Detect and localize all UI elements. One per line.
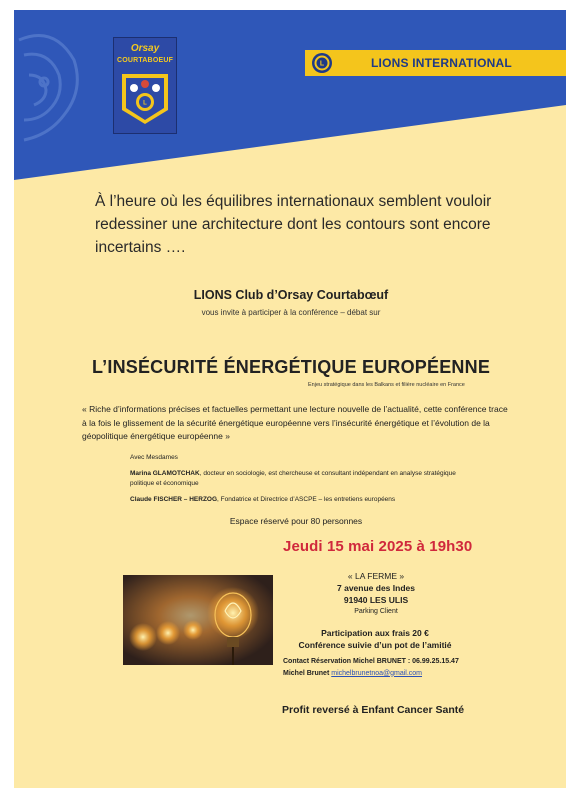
svg-text:L: L xyxy=(319,60,325,68)
fee-note: Conférence suivie d’un pot de l’amitié xyxy=(298,640,452,650)
contact-name: Michel Brunet xyxy=(283,669,330,677)
invitation-line: vous invite à participer à la conférence – débat sur xyxy=(201,308,381,317)
contact-email-line xyxy=(283,668,493,680)
profit-note: Profit reversé à Enfant Cancer Santé xyxy=(282,704,465,716)
intro-paragraph: À l’heure où les équilibres internationaux semblent vouloir redessiner une architecture dont les contours sont encore incertains …. xyxy=(95,193,492,256)
contact-block xyxy=(283,656,493,679)
speaker-1-description: , docteur en sociologie, est chercheuse et consultant indépendant en analyse stratégique politique et économique xyxy=(130,470,456,487)
contact-phone: Contact Réservation Michel BRUNET : 06.99.25.15.47 xyxy=(283,658,459,665)
speaker-1 xyxy=(130,469,480,489)
venue-city: 91940 LES ULIS xyxy=(343,595,409,605)
venue-parking: Parking Client xyxy=(354,608,398,615)
fee-block xyxy=(275,627,475,651)
scan-border-right xyxy=(566,0,582,800)
speaker-2-description: , Fondatrice et Directrice d’ASCPE – les entretiens européens xyxy=(217,496,396,503)
club-name: LIONS Club d’Orsay Courtabœuf xyxy=(193,288,389,302)
scan-border-top xyxy=(0,0,582,10)
capacity-note: Espace réservé pour 80 personnes xyxy=(229,516,363,526)
speakers-intro: Avec Mesdames xyxy=(130,454,178,461)
scan-border-left xyxy=(0,0,14,800)
badge-emblem-icon xyxy=(120,70,170,126)
speaker-2 xyxy=(130,495,480,505)
club-badge xyxy=(113,37,177,134)
venue-street: 7 avenue des Indes xyxy=(337,583,415,593)
venue-name: « LA FERME » xyxy=(347,571,405,581)
speaker-1-name: Marina GLAMOTCHAK xyxy=(130,470,200,477)
venue-block xyxy=(296,570,456,618)
header-blue-band xyxy=(14,10,566,180)
badge-title: Orsay xyxy=(130,43,160,54)
badge-subtitle: COURTABOEUF xyxy=(116,57,174,64)
speaker-2-name: Claude FISCHER – HERZOG xyxy=(130,496,218,503)
contact-email-link[interactable]: michelbrunetnoa@gmail.com xyxy=(331,669,423,677)
conference-title: L’INSÉCURITÉ ÉNERGÉTIQUE EUROPÉENNE xyxy=(91,357,491,377)
light-bulbs-photo xyxy=(123,575,273,665)
lions-international-label: LIONS INTERNATIONAL xyxy=(371,56,512,70)
conference-description: « Riche d’informations précises et factuelles permettant une lecture nouvelle de l’actualité, cette conférence trace à la fois le glissement de la sécurité énergétique européenne vers l’insécurité énergétique et l’évolution de la géopolitique énergétique européenne » xyxy=(82,404,508,441)
lion-head-watermark-icon xyxy=(14,20,84,160)
speakers-section xyxy=(130,453,480,511)
scan-border-bottom xyxy=(0,788,582,800)
fee-amount: Participation aux frais 20 € xyxy=(321,628,429,638)
conference-subtitle: Enjeu stratégique dans les Balkans et filière nucléaire en France xyxy=(308,382,465,388)
lions-emblem-icon xyxy=(311,52,333,74)
svg-text:L: L xyxy=(143,100,147,107)
lions-international-banner xyxy=(305,50,566,76)
event-date: Jeudi 15 mai 2025 à 19h30 xyxy=(283,538,473,555)
